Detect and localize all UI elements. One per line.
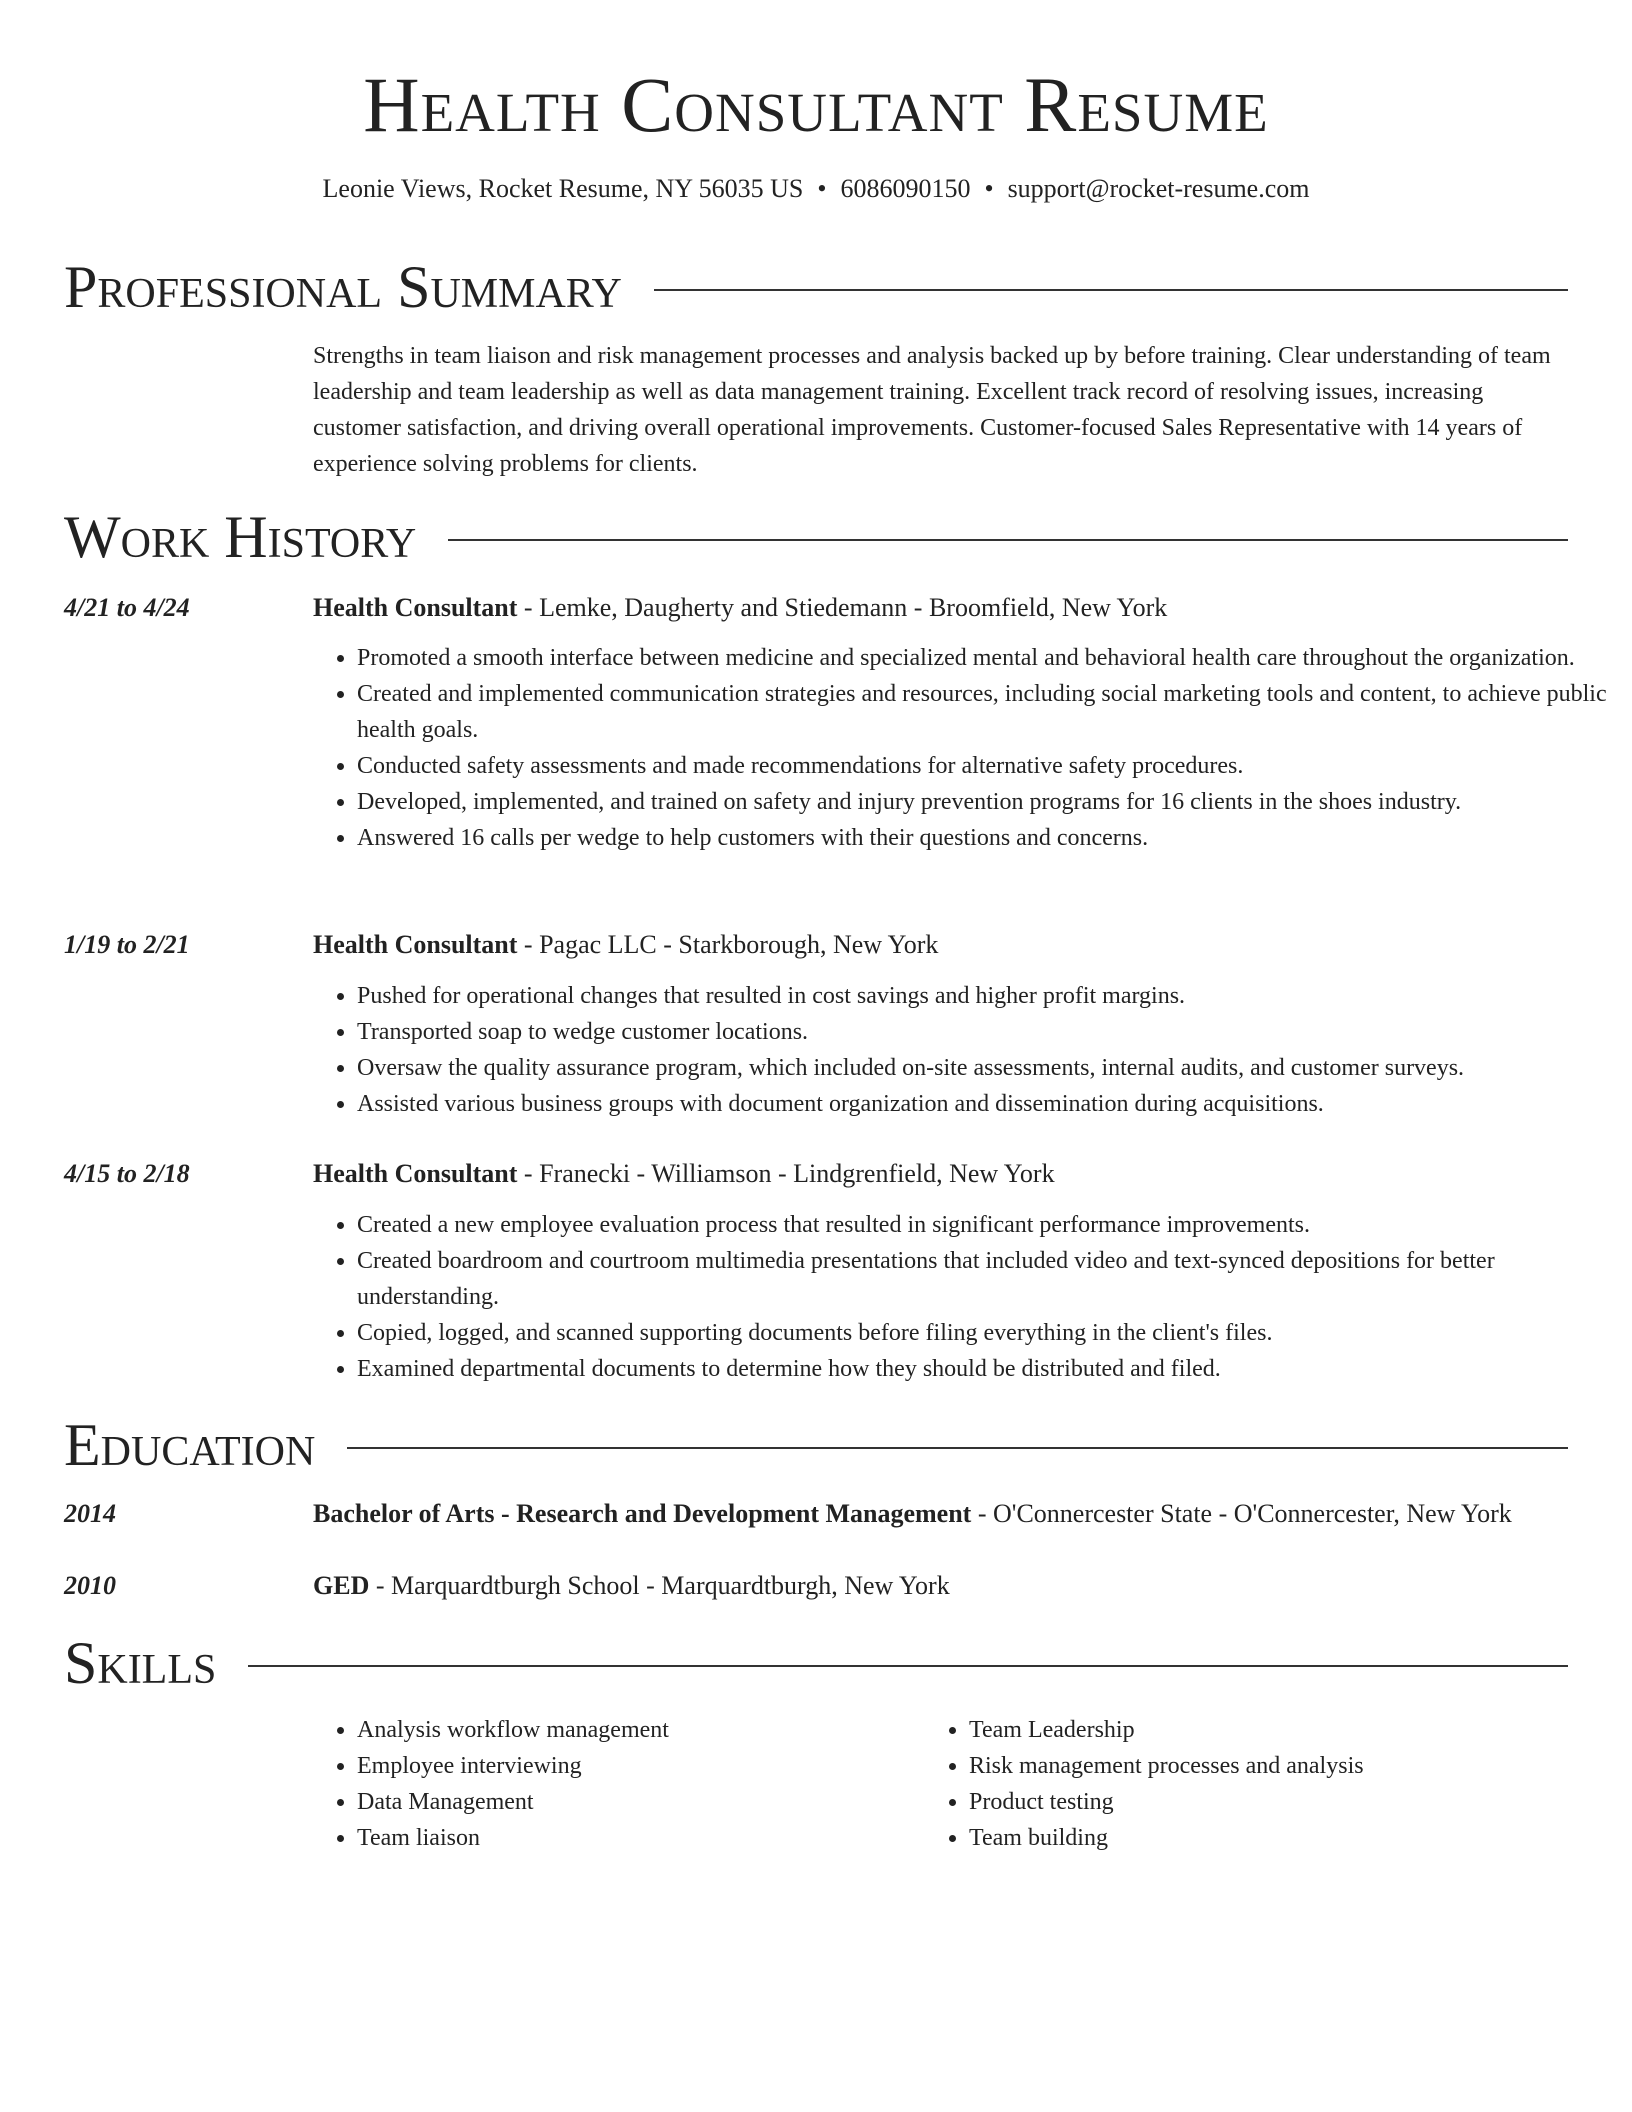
job-bullet: • Promoted a smooth interface between medicine and specialized mental and behavioral health care throughout the organization. [357, 640, 1607, 676]
job-title: Health Consultant [313, 593, 518, 622]
skill-item: • Risk management processes and analysis [969, 1748, 1609, 1784]
contact-phone: 6086090150 [840, 174, 971, 203]
job-bullets [313, 978, 1607, 1122]
job-title: Health Consultant [313, 930, 518, 959]
education-details: - Marquardtburgh School - Marquardtburgh, New York [369, 1571, 950, 1600]
job-bullet: • Transported soap to wedge customer locations. [357, 1014, 1607, 1050]
education-degree: GED [313, 1571, 370, 1600]
education-section-header [64, 1410, 1568, 1480]
skill-item: • Product testing [969, 1784, 1609, 1820]
work-section-header [64, 502, 1568, 572]
summary-heading: Professional Summary [64, 254, 622, 320]
job-bullet: • Pushed for operational changes that resulted in cost savings and higher profit margins. [357, 978, 1607, 1014]
section-divider [248, 1665, 1568, 1667]
section-divider [654, 289, 1568, 291]
section-divider [448, 539, 1568, 541]
work-heading: Work History [64, 504, 417, 570]
skill-item: • Team Leadership [969, 1712, 1609, 1748]
education-year: 2014 [64, 1499, 116, 1528]
job-headline [313, 927, 1573, 963]
resume-title: Health Consultant Resume [363, 61, 1269, 148]
skill-item: • Analysis workflow management [357, 1712, 937, 1748]
education-headline [313, 1496, 1573, 1532]
job-bullet: • Assisted various business groups with document organization and dissemination during acquisitions. [357, 1086, 1607, 1122]
skills-list-right [925, 1712, 1609, 1856]
summary-section-header [64, 252, 1568, 322]
job-bullet: • Conducted safety assessments and made recommendations for alternative safety procedures. [357, 748, 1607, 784]
contact-separator: • [984, 174, 994, 203]
job-headline [313, 590, 1573, 626]
job-details: - Lemke, Daugherty and Stiedemann - Broomfield, New York [517, 593, 1168, 622]
contact-address: Leonie Views, Rocket Resume, NY 56035 US [322, 174, 804, 203]
skills-section-header [64, 1628, 1568, 1698]
education-heading: Education [64, 1412, 316, 1478]
job-details: - Pagac LLC - Starkborough, New York [517, 930, 939, 959]
job-dates: 4/21 to 4/24 [64, 593, 190, 622]
job-bullet: • Examined departmental documents to determine how they should be distributed and filed. [357, 1351, 1607, 1387]
education-details: - O'Connercester State - O'Connercester, New York [971, 1499, 1512, 1528]
job-dates: 1/19 to 2/21 [64, 930, 190, 959]
skill-item: • Data Management [357, 1784, 937, 1820]
job-bullet: • Created and implemented communication strategies and resources, including social marketing tools and content, to achieve public health goals. [357, 676, 1607, 748]
job-dates: 4/15 to 2/18 [64, 1159, 190, 1188]
education-degree: Bachelor of Arts - Research and Development Management [313, 1499, 972, 1528]
job-headline [313, 1156, 1573, 1192]
job-details: - Franecki - Williamson - Lindgrenfield, New York [517, 1159, 1055, 1188]
skill-item: • Team building [969, 1820, 1609, 1856]
job-bullet: • Created a new employee evaluation process that resulted in significant performance improvements. [357, 1207, 1607, 1243]
job-bullet: • Answered 16 calls per wedge to help customers with their questions and concerns. [357, 820, 1607, 856]
job-bullet: • Created boardroom and courtroom multimedia presentations that included video and text-synced depositions for better understanding. [357, 1243, 1607, 1315]
contact-line [0, 172, 1632, 206]
skill-item: • Team liaison [357, 1820, 937, 1856]
job-bullet: • Oversaw the quality assurance program, which included on-site assessments, internal audits, and customer surveys. [357, 1050, 1607, 1086]
contact-email: support@rocket-resume.com [1007, 174, 1310, 203]
skill-item: • Employee interviewing [357, 1748, 937, 1784]
education-year: 2010 [64, 1571, 116, 1600]
skills-list-left [313, 1712, 937, 1856]
job-title: Health Consultant [313, 1159, 518, 1188]
contact-separator: • [817, 174, 827, 203]
job-bullets [313, 640, 1607, 856]
job-bullet: • Copied, logged, and scanned supporting documents before filing everything in the client's files. [357, 1315, 1607, 1351]
job-bullet: • Developed, implemented, and trained on safety and injury prevention programs for 16 clients in the shoes industry. [357, 784, 1607, 820]
education-headline [313, 1568, 1573, 1604]
skills-heading: Skills [64, 1630, 217, 1696]
summary-text: Strengths in team liaison and risk management processes and analysis backed up by before training. Clear understanding of team leadership and team leadership as well as data management training. Excellent track record of resolving issues, increasing customer satisfaction, and driving overall operational improvements. Customer-focused Sales Representative with 14 years of experience solving problems for clients. [313, 343, 1551, 477]
section-divider [347, 1447, 1568, 1449]
job-bullets [313, 1207, 1607, 1387]
